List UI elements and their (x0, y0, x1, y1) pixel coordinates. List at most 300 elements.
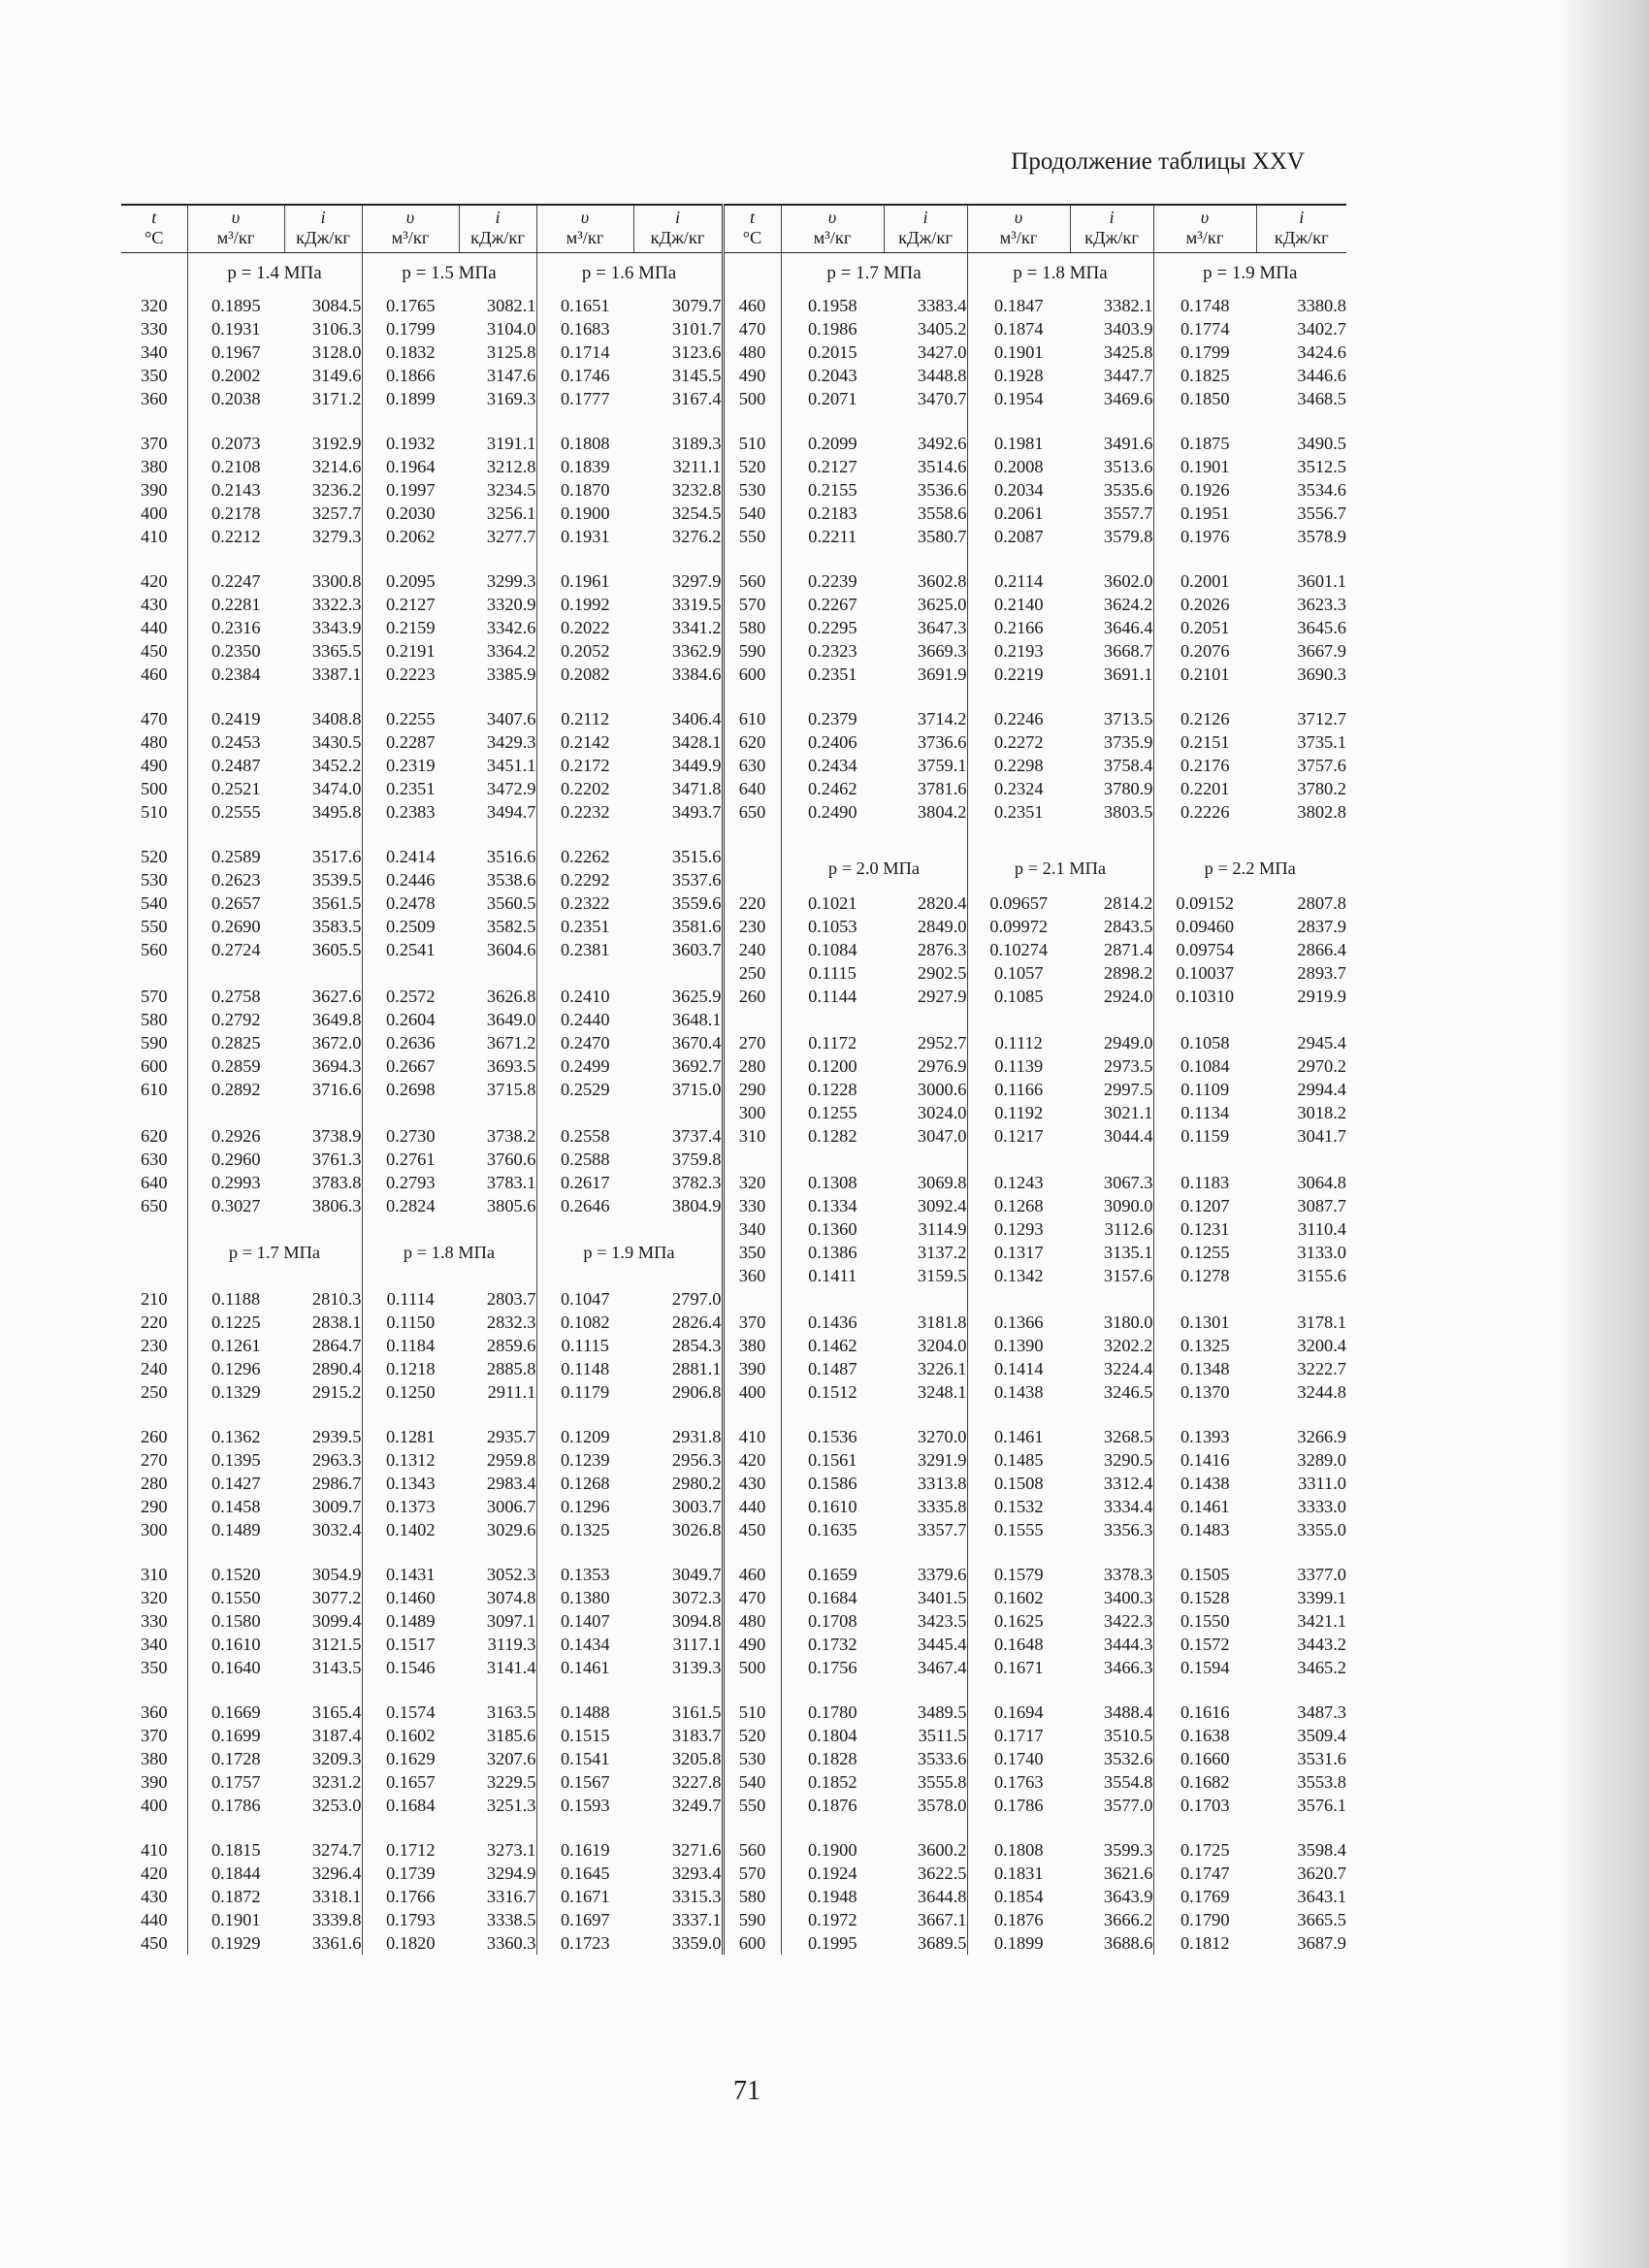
enthalpy-cell: 3495.8 (311, 802, 362, 822)
temperature-cell: 370 (140, 1726, 168, 1745)
volume-cell: 0.1057 (967, 961, 1070, 985)
spacer-cell (723, 824, 781, 845)
enthalpy-cell: 3211.1 (672, 457, 722, 476)
spacer-cell (1256, 410, 1346, 432)
enthalpy-cell: 3276.2 (671, 527, 722, 546)
volume-cell: 0.1183 (1153, 1171, 1256, 1194)
volume-cell: 0.2434 (781, 754, 884, 777)
volume-cell: 0.1684 (362, 1794, 459, 1817)
enthalpy-cell: 3101.7 (671, 319, 722, 339)
volume-cell: 0.1899 (362, 387, 459, 410)
enthalpy-cell: 3451.1 (486, 756, 536, 775)
spacer-cell (884, 1541, 967, 1563)
volume-cell: 0.1900 (781, 1838, 884, 1862)
enthalpy-cell: 3716.6 (311, 1080, 362, 1099)
volume-cell: 0.1343 (362, 1472, 459, 1495)
volume-cell: 0.2323 (781, 639, 884, 663)
temperature-cell: 270 (723, 1031, 781, 1054)
volume-cell: 0.1847 (967, 294, 1070, 317)
volume-cell: 0.1390 (967, 1334, 1070, 1357)
volume-cell: 0.1763 (967, 1770, 1070, 1794)
volume-cell: 0.1021 (781, 891, 884, 915)
group-spacer (121, 1541, 1346, 1563)
volume-cell: 0.2419 (187, 707, 284, 730)
spacer-cell (1256, 1817, 1346, 1838)
volume-cell: 0.1986 (781, 317, 884, 340)
volume-cell: 0.2193 (967, 639, 1070, 663)
volume-cell: 0.1461 (1153, 1495, 1256, 1518)
enthalpy-cell: 2994.4 (1297, 1080, 1346, 1099)
volume-cell: 0.1231 (1153, 1217, 1256, 1241)
temperature-cell (121, 961, 187, 985)
enthalpy-cell: 2837.9 (1297, 917, 1346, 936)
enthalpy-cell: 3487.3 (1297, 1702, 1346, 1722)
temperature-cell: 610 (140, 1080, 168, 1099)
enthalpy-cell: 3623.3 (1297, 595, 1346, 614)
enthalpy-cell: 3181.8 (917, 1312, 967, 1332)
table-row (121, 1747, 1346, 1770)
temperature-cell: 350 (723, 1241, 781, 1264)
volume-cell: 0.1144 (781, 985, 884, 1008)
temperature-cell: 650 (140, 1196, 168, 1215)
volume-cell: 0.1683 (536, 317, 633, 340)
volume-cell: 0.1594 (1153, 1656, 1256, 1679)
enthalpy-cell: 3512.5 (1297, 457, 1346, 476)
volume-cell: 0.2183 (781, 502, 884, 525)
temperature-cell: 580 (140, 1010, 168, 1029)
volume-cell (781, 1287, 884, 1311)
spacer-cell (723, 1541, 781, 1563)
temperature-cell: 500 (723, 387, 781, 410)
enthalpy-cell (884, 1148, 967, 1171)
spacer-cell (1070, 410, 1153, 432)
enthalpy-cell: 2986.7 (311, 1474, 362, 1493)
group-spacer (121, 686, 1346, 707)
table-row (121, 845, 1346, 868)
volume-cell: 0.1619 (536, 1838, 633, 1862)
enthalpy-cell: 3360.3 (486, 1933, 536, 1953)
volume-cell: 0.1669 (187, 1701, 284, 1724)
table-row (121, 502, 1346, 525)
volume-cell: 0.1386 (781, 1241, 884, 1264)
spacer-cell (459, 686, 536, 707)
volume-cell: 0.1353 (536, 1563, 633, 1586)
volume-cell: 0.1550 (187, 1586, 284, 1609)
enthalpy-cell (884, 1008, 967, 1031)
spacer-cell (284, 1541, 362, 1563)
enthalpy-cell: 3649.8 (311, 1010, 362, 1029)
table-row (121, 1357, 1346, 1380)
enthalpy-cell: 3624.2 (1103, 595, 1153, 614)
group-spacer (121, 1679, 1346, 1701)
volume-cell: 0.1109 (1153, 1078, 1256, 1101)
enthalpy-cell: 2866.4 (1297, 940, 1346, 959)
pressure-label: p = 1.4 МПа (187, 253, 362, 295)
volume-cell: 0.2267 (781, 593, 884, 616)
volume-cell: 0.09460 (1153, 915, 1256, 938)
enthalpy-cell: 3445.4 (917, 1635, 967, 1654)
volume-cell: 0.1828 (781, 1747, 884, 1770)
volume-cell: 0.1790 (1153, 1908, 1256, 1931)
enthalpy-cell: 3576.1 (1297, 1796, 1346, 1815)
temperature-cell: 610 (723, 707, 781, 730)
table-row (121, 777, 1346, 800)
volume-cell: 0.2108 (187, 455, 284, 478)
temperature-cell: 310 (723, 1124, 781, 1148)
volume-cell: 0.1460 (362, 1586, 459, 1609)
enthalpy-cell: 3064.8 (1297, 1173, 1346, 1192)
volume-cell: 0.1488 (536, 1701, 633, 1724)
temperature-cell: 550 (140, 917, 168, 936)
enthalpy-cell: 2911.1 (487, 1382, 536, 1402)
table-row (121, 663, 1346, 686)
volume-cell: 0.1139 (967, 1054, 1070, 1078)
enthalpy-cell: 3407.6 (486, 709, 536, 729)
volume-cell: 0.10274 (967, 938, 1070, 961)
volume-cell: 0.1427 (187, 1472, 284, 1495)
spacer-cell (362, 1541, 459, 1563)
spacer-cell (884, 686, 967, 707)
volume-cell: 0.09972 (967, 915, 1070, 938)
volume-cell: 0.1380 (536, 1586, 633, 1609)
volume-cell: 0.1329 (187, 1380, 284, 1404)
spacer-cell (723, 1679, 781, 1701)
temperature-cell: 320 (140, 296, 168, 315)
temperature-cell: 230 (723, 915, 781, 938)
volume-cell (1153, 1148, 1256, 1171)
temperature-cell: 370 (140, 434, 168, 453)
enthalpy-cell: 3248.1 (917, 1382, 967, 1402)
volume-cell: 0.2657 (187, 891, 284, 915)
volume-cell: 0.2082 (536, 663, 633, 686)
enthalpy-cell: 3139.3 (671, 1658, 722, 1677)
enthalpy-cell: 2890.4 (311, 1359, 362, 1378)
enthalpy-cell: 3268.5 (1103, 1427, 1153, 1446)
temperature-cell: 500 (140, 779, 168, 798)
temperature-cell: 460 (140, 664, 168, 684)
enthalpy-cell: 3077.2 (311, 1588, 362, 1607)
enthalpy-cell: 3422.3 (1103, 1611, 1153, 1631)
volume-cell: 0.2478 (362, 891, 459, 915)
volume-cell: 0.2001 (1153, 569, 1256, 593)
temperature-cell: 230 (140, 1336, 168, 1355)
volume-cell: 0.2351 (362, 777, 459, 800)
temperature-cell: 590 (723, 639, 781, 663)
temperature-cell: 430 (140, 1887, 168, 1906)
enthalpy-cell: 3604.6 (486, 940, 536, 959)
volume-cell: 0.2281 (187, 593, 284, 616)
temperature-cell: 360 (723, 1264, 781, 1287)
spacer-cell (121, 824, 187, 845)
enthalpy-cell: 3447.7 (1103, 366, 1153, 385)
enthalpy-cell: 3256.1 (486, 503, 536, 523)
enthalpy-cell: 3538.6 (486, 870, 536, 890)
enthalpy-cell: 3335.8 (917, 1497, 967, 1516)
enthalpy-cell: 3534.6 (1297, 480, 1346, 500)
enthalpy-cell: 3277.7 (486, 527, 536, 546)
volume-cell: 0.2324 (967, 777, 1070, 800)
enthalpy-cell: 3234.5 (486, 480, 536, 500)
temperature-cell: 500 (723, 1656, 781, 1679)
spacer-cell (884, 410, 967, 432)
volume-cell: 0.2960 (187, 1148, 284, 1171)
col-v-header: υ м³/кг (1153, 205, 1256, 253)
temperature-cell: 300 (140, 1520, 168, 1539)
volume-cell: 0.1536 (781, 1425, 884, 1448)
enthalpy-cell: 3082.1 (486, 296, 536, 315)
enthalpy-cell: 3159.5 (917, 1266, 967, 1285)
volume-cell: 0.1489 (362, 1609, 459, 1633)
table-row (121, 525, 1346, 548)
spacer-cell (362, 686, 459, 707)
volume-cell: 0.2698 (362, 1078, 459, 1101)
spacer-cell (633, 410, 723, 432)
enthalpy-cell: 3666.2 (1103, 1910, 1153, 1929)
temperature-cell: 540 (723, 502, 781, 525)
enthalpy-cell: 3333.0 (1297, 1497, 1346, 1516)
volume-cell: 0.1954 (967, 387, 1070, 410)
volume-cell: 0.1362 (187, 1425, 284, 1448)
spacer-cell (362, 1679, 459, 1701)
enthalpy-cell: 3491.6 (1103, 434, 1153, 453)
volume-cell: 0.1899 (967, 1931, 1070, 1955)
table-row (121, 1078, 1346, 1101)
volume-cell: 0.1732 (781, 1633, 884, 1656)
enthalpy-cell: 3444.3 (1103, 1635, 1153, 1654)
volume-cell: 0.2487 (187, 754, 284, 777)
spacer-cell (121, 253, 187, 295)
temperature-cell: 590 (723, 1908, 781, 1931)
enthalpy-cell: 3689.5 (917, 1933, 967, 1953)
volume-cell: 0.2034 (967, 478, 1070, 502)
volume-cell: 0.2143 (187, 478, 284, 502)
enthalpy-cell: 3024.0 (917, 1103, 967, 1122)
enthalpy-cell (633, 1101, 723, 1124)
volume-cell: 0.2295 (781, 616, 884, 639)
volume-cell: 0.1671 (967, 1656, 1070, 1679)
enthalpy-cell: 3806.3 (311, 1196, 362, 1215)
volume-cell: 0.1402 (362, 1518, 459, 1541)
volume-cell: 0.1268 (967, 1194, 1070, 1217)
table-row (121, 1311, 1346, 1334)
enthalpy-cell: 3667.1 (917, 1910, 967, 1929)
volume-cell: 0.1159 (1153, 1124, 1256, 1148)
volume-cell: 0.2126 (1153, 707, 1256, 730)
enthalpy-cell: 3643.1 (1297, 1887, 1346, 1906)
enthalpy-cell: 3106.3 (311, 319, 362, 339)
enthalpy-cell: 3446.6 (1297, 366, 1346, 385)
volume-cell (781, 1148, 884, 1171)
table-row (121, 1770, 1346, 1794)
volume-cell (781, 1008, 884, 1031)
volume-cell: 0.1708 (781, 1609, 884, 1633)
volume-cell: 0.2993 (187, 1171, 284, 1194)
page-number: 71 (733, 2076, 760, 2106)
volume-cell: 0.2087 (967, 525, 1070, 548)
temperature-cell: 570 (723, 593, 781, 616)
enthalpy-cell: 3625.0 (917, 595, 967, 614)
enthalpy-cell: 3171.2 (311, 389, 362, 408)
temperature-cell: 340 (140, 342, 168, 362)
col-i-header: i кДж/кг (884, 205, 967, 253)
enthalpy-cell: 3691.1 (1103, 664, 1153, 684)
volume-cell: 0.1112 (967, 1031, 1070, 1054)
spacer-cell (1153, 1679, 1256, 1701)
table-row (121, 1287, 1346, 1311)
volume-cell: 0.2730 (362, 1124, 459, 1148)
enthalpy-cell: 3735.1 (1297, 732, 1346, 752)
enthalpy-cell: 2959.8 (486, 1450, 536, 1470)
spacer-cell (121, 548, 187, 569)
enthalpy-cell: 3300.8 (311, 571, 362, 591)
enthalpy-cell: 3646.4 (1103, 618, 1153, 637)
enthalpy-cell: 3467.4 (917, 1658, 967, 1677)
spacer-cell (459, 1817, 536, 1838)
enthalpy-cell: 3532.6 (1103, 1749, 1153, 1768)
volume-cell: 0.1872 (187, 1885, 284, 1908)
enthalpy-cell: 3099.4 (311, 1611, 362, 1631)
volume-cell (1153, 1008, 1256, 1031)
volume-cell: 0.1485 (967, 1448, 1070, 1472)
table-row (121, 1931, 1346, 1955)
enthalpy-cell: 3783.1 (486, 1173, 536, 1192)
enthalpy-cell: 3620.7 (1297, 1863, 1346, 1883)
enthalpy-cell: 3054.9 (311, 1565, 362, 1584)
temperature-cell: 280 (140, 1474, 168, 1493)
temperature-cell (723, 1008, 781, 1031)
spacer-cell (1256, 686, 1346, 707)
col-i-header: i кДж/кг (1070, 205, 1153, 253)
temperature-cell: 390 (140, 1772, 168, 1792)
enthalpy-cell: 3365.5 (311, 641, 362, 661)
volume-cell: 0.2793 (362, 1171, 459, 1194)
enthalpy-cell: 3647.3 (917, 618, 967, 637)
temperature-cell: 280 (723, 1054, 781, 1078)
temperature-cell: 490 (723, 1633, 781, 1656)
enthalpy-cell: 3180.0 (1103, 1312, 1153, 1332)
temperature-cell: 350 (140, 1658, 168, 1677)
volume-cell: 0.1282 (781, 1124, 884, 1148)
temperature-cell: 400 (723, 1380, 781, 1404)
enthalpy-cell: 3644.8 (917, 1887, 967, 1906)
table-row (121, 1448, 1346, 1472)
volume-cell: 0.1515 (536, 1724, 633, 1747)
volume-cell: 0.1532 (967, 1495, 1070, 1518)
volume-cell: 0.1748 (1153, 294, 1256, 317)
spacer-cell (536, 1541, 633, 1563)
enthalpy-cell: 2935.7 (486, 1427, 536, 1446)
spacer-cell (121, 1264, 187, 1287)
enthalpy-cell: 2898.2 (1103, 963, 1153, 983)
volume-cell: 0.2724 (187, 938, 284, 961)
enthalpy-cell: 2871.4 (1103, 940, 1153, 959)
table-row (121, 1633, 1346, 1656)
enthalpy-cell: 3511.5 (918, 1726, 967, 1745)
table-row (121, 1609, 1346, 1633)
enthalpy-cell: 3067.3 (1103, 1173, 1153, 1192)
enthalpy-cell: 3470.7 (917, 389, 967, 408)
spacer-cell (459, 410, 536, 432)
enthalpy-cell: 3403.9 (1103, 319, 1153, 339)
spacer-cell (723, 548, 781, 569)
volume-cell: 0.1746 (536, 364, 633, 387)
temperature-cell: 470 (723, 317, 781, 340)
spacer-cell (884, 1679, 967, 1701)
volume-cell: 0.1550 (1153, 1609, 1256, 1633)
enthalpy-cell (1256, 1148, 1346, 1171)
volume-cell: 0.2287 (362, 730, 459, 754)
volume-cell: 0.2541 (362, 938, 459, 961)
spacer-cell (362, 824, 459, 845)
temperature-cell: 630 (140, 1150, 168, 1169)
temperature-cell: 220 (140, 1312, 168, 1332)
enthalpy-cell: 3191.1 (486, 434, 536, 453)
enthalpy-cell: 3425.8 (1103, 342, 1153, 362)
enthalpy-cell: 3539.5 (311, 870, 362, 890)
volume-cell: 0.1651 (536, 294, 633, 317)
spacer-cell (723, 410, 781, 432)
enthalpy-cell: 3047.0 (917, 1126, 967, 1146)
volume-cell: 0.2470 (536, 1031, 633, 1054)
volume-cell: 0.2636 (362, 1031, 459, 1054)
volume-cell: 0.1682 (1153, 1770, 1256, 1794)
enthalpy-cell: 3804.9 (671, 1196, 722, 1215)
temperature-cell: 250 (140, 1382, 168, 1402)
table-row (121, 1472, 1346, 1495)
volume-cell (967, 1008, 1070, 1031)
volume-cell (536, 961, 633, 985)
volume-cell: 0.1261 (187, 1334, 284, 1357)
volume-cell: 0.1200 (781, 1054, 884, 1078)
volume-cell: 0.1660 (1153, 1747, 1256, 1770)
enthalpy-cell: 3018.2 (1297, 1103, 1346, 1122)
enthalpy-cell: 3452.2 (311, 756, 362, 775)
volume-cell: 0.1148 (536, 1357, 633, 1380)
enthalpy-cell: 3379.6 (917, 1565, 967, 1584)
spacer-cell (1153, 1817, 1256, 1838)
temperature-cell: 320 (140, 1588, 168, 1607)
volume-cell: 0.09754 (1153, 938, 1256, 961)
volume-cell: 0.1438 (1153, 1472, 1256, 1495)
enthalpy-cell: 3382.1 (1103, 296, 1153, 315)
enthalpy-cell: 3021.1 (1103, 1103, 1153, 1122)
enthalpy-cell: 3583.5 (311, 917, 362, 936)
volume-cell: 0.1765 (362, 294, 459, 317)
col-v-header: υ м³/кг (967, 205, 1070, 253)
volume-cell: 0.1561 (781, 1448, 884, 1472)
temperature-cell: 430 (723, 1472, 781, 1495)
volume-cell: 0.2247 (187, 569, 284, 593)
temperature-cell: 620 (723, 730, 781, 754)
temperature-cell: 470 (723, 1586, 781, 1609)
volume-cell: 0.1929 (187, 1931, 284, 1955)
table-row (121, 569, 1346, 593)
enthalpy-cell: 3090.0 (1103, 1196, 1153, 1215)
volume-cell: 0.1301 (1153, 1311, 1256, 1334)
enthalpy-cell: 3114.9 (918, 1219, 967, 1239)
volume-cell: 0.1166 (967, 1078, 1070, 1101)
spacer-cell (284, 548, 362, 569)
enthalpy-cell: 3294.9 (486, 1863, 536, 1883)
volume-cell: 0.10037 (1153, 961, 1256, 985)
enthalpy-cell: 3715.0 (671, 1080, 722, 1099)
volume-cell: 0.1961 (536, 569, 633, 593)
enthalpy-cell: 3266.9 (1297, 1427, 1346, 1446)
enthalpy-cell: 3559.6 (671, 893, 722, 913)
pressure-label: p = 1.7 МПа (781, 253, 967, 295)
pressure-label: p = 2.2 МПа (1153, 845, 1346, 891)
volume-cell: 0.1296 (187, 1357, 284, 1380)
